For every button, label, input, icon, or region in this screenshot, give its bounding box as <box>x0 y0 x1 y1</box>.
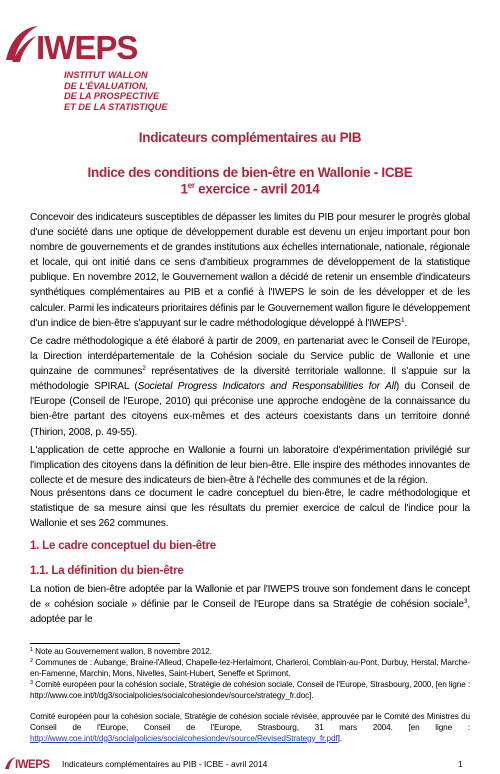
paragraph-text: ) du Conseil de l'Europe (Conseil de l'Europe, 2010) qui préconise une approche endogène de la connaissance du bien-être partant des citoyens eux-mêmes et des acteurs coexistants dans un territoire donné (Thirion, 2008, p. 49-55). <box>30 381 470 438</box>
footnote-text: Communes de : Aubange, Braine-l'Alleud, Chapelle-lez-Herlaimont, Charleroi, Comblain-au-Pont, Durbuy, Herstal, Marche-en-Famenne, Marchin, Mons, Nivelles, Saint-Hubert, Seneffe et Sprimont. <box>30 658 470 678</box>
page-number: 1 <box>458 759 463 769</box>
footnote <box>30 658 470 680</box>
paragraph-text: . <box>404 317 408 329</box>
document-subtitle: Indice des conditions de bien-être en Wallonie - ICBE <box>87 165 413 180</box>
footnote-ref[interactable]: 3 <box>463 598 468 606</box>
footnote-text: ]. <box>337 733 342 743</box>
footer-text: Indicateurs complémentaires au PIB - ICBE - avril 2014 <box>62 759 268 769</box>
logo-wordmark: IWEPS <box>36 29 138 66</box>
paragraph-text: Concevoir des indicateurs susceptibles de dépasser les limites du PIB pour mesurer le progrès global d'une société dans une optique de développement durable est devenu un enjeu important pour bon nombre de gouvernements et de grandes institutions aux échelles internationale, nationale, régionale et locale, qui ont initié dans ce sens d'ambitieux programmes de développement de la statistique publique. En novembre 2012, le Gouvernement wallon a décidé de retenir un ensemble d'indicateurs synthétiques complémentaires au PIB et a confié à l'IWEPS le soin de les développer et de les calculer. Parmi les indicateurs prioritaires définis par le Gouvernement wallon figure le développement d'un indice de bien-être s'appuyant sur le cadre méthodologique développé à l'IWEPS <box>30 212 470 329</box>
document-title: Indicateurs complémentaires au PIB <box>138 130 362 145</box>
paragraph-text: La notion de bien-être adoptée par la Wallonie et par l'IWEPS trouve son fondement dans le concept de « cohésion sociale » définie par le Conseil de l'Europe dans sa Stratégie de cohésion sociale <box>30 584 470 611</box>
footnote <box>30 712 470 744</box>
footnote-divider <box>30 643 180 644</box>
footer-logo <box>4 756 60 774</box>
footnote <box>30 680 470 702</box>
edition-suffix: er <box>187 181 195 190</box>
paragraph-text: Ce cadre méthodologique a été élaboré à partir de 2009, en partenariat avec le Conseil de l'Europe, la Direction interdépartementale de la Cohésion sociale du Service public de Wallonie et une quinzaine de communes <box>30 336 470 378</box>
footnote <box>30 647 470 658</box>
paragraph-application: L'application de cette approche en Wallonie a fourni un laboratoire d'expérimentation privilégié sur l'implication des citoyens dans la définition de leur bien-être. Elle inspire des méthodes innovantes de collecte et de mesure des indicateurs de bien-être à l'échelle des communes et de la région. <box>30 445 470 487</box>
logo-subtitle-line: INSTITUT WALLON <box>64 70 148 80</box>
edition-text: exercice - avril 2014 <box>194 181 320 197</box>
iweps-logo <box>2 20 168 112</box>
footnote-text: Note au Gouvernement wallon, 8 novembre 2012. <box>32 647 212 656</box>
footer-logo-icon <box>4 756 60 770</box>
paragraph-methodology <box>30 334 470 440</box>
section-heading: 1. Le cadre conceptuel du bien-être <box>30 540 216 552</box>
footer-logo-word: IWEPS <box>15 759 50 770</box>
footnote-link[interactable]: http://www.coe.int/t/dg3/socialpolicies/socialcohesiondev/source/RevisedStrategy_fr.pdf <box>30 733 338 743</box>
footnote-text: Comité européen pour la cohésion sociale, Stratégie de cohésion sociale, Conseil de l'Europe, Strasbourg, 2000, [en ligne : http://www.coe.int/t/dg3/socialpolicies/socialcohesiondev/source/strategy_fr.doc]. <box>30 680 470 700</box>
footnote-number: 1 <box>30 647 33 653</box>
paragraph-presentation: Nous présentons dans ce document le cadre conceptuel du bien-être, le cadre méthodologique et statistique de sa mesure ainsi que les résultats du premier exercice de calcul de l'indice pour la Wallonie et ses 262 communes. <box>30 488 470 530</box>
footnote-number: 3 <box>30 680 33 686</box>
footnote-number: 2 <box>30 658 33 664</box>
page-footer <box>0 756 500 772</box>
subsection-heading: 1.1. La définition du bien-être <box>30 565 184 577</box>
paragraph-italic-text: Societal Progress Indicators and Responsabilities for All <box>137 381 396 393</box>
paragraph-text: , adoptée par le <box>30 599 470 626</box>
paragraph-definition <box>30 582 470 627</box>
logo-subtitle <box>64 70 167 112</box>
footnote-ref[interactable]: 2 <box>142 365 146 373</box>
footnote-text: Comité européen pour la cohésion sociale, Stratégie de cohésion sociale révisée, approuvée par le Comité des Ministres du Conseil de l'Europe, Conseil de l'Europe, Strasbourg, 31 mars 2004. [en ligne : <box>30 712 470 732</box>
logo-subtitle-line: DE L'ÉVALUATION, <box>64 80 149 91</box>
footnote-ref[interactable]: 1 <box>400 316 405 324</box>
document-edition <box>0 181 500 197</box>
edition-number: 1 <box>180 181 188 197</box>
paragraph-text: représentatives de la diversité territoriale wallonne. Il s'appuie sur la méthodologie SPIRAL ( <box>30 366 470 393</box>
logo-subtitle-line: DE LA PROSPECTIVE <box>64 91 160 101</box>
paragraph-intro <box>30 210 470 331</box>
logo-subtitle-line: ET DE LA STATISTIQUE <box>64 101 168 112</box>
